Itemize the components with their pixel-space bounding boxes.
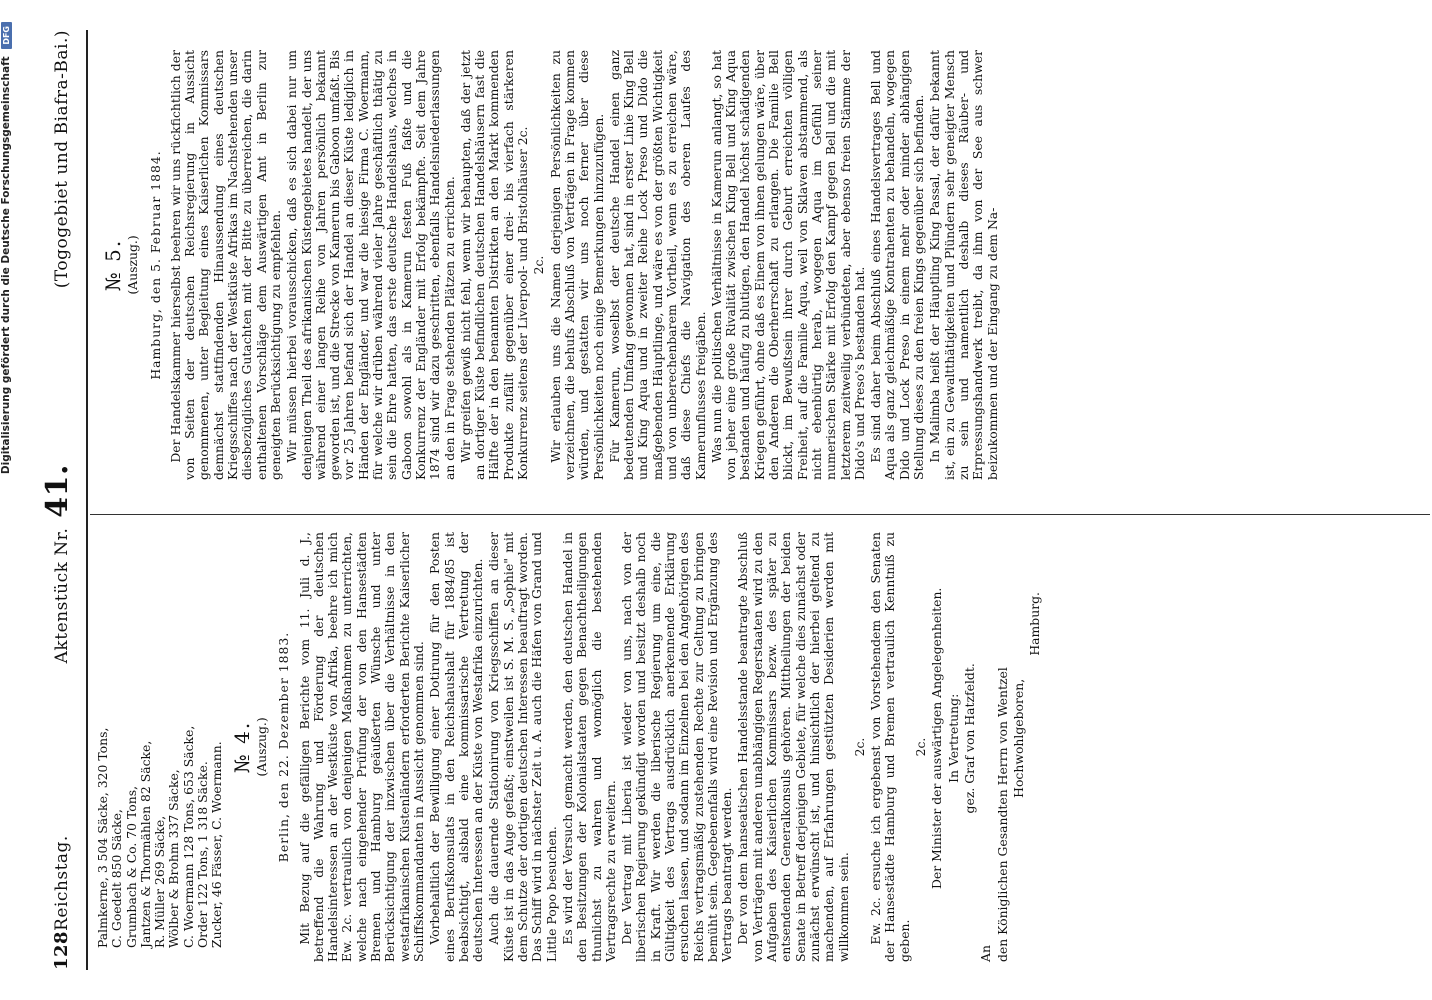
header-center: [40, 288, 75, 835]
list-item: C. Woermann 128 Tons, 653 Säcke,: [180, 725, 196, 948]
auszug-label: (Auszug.): [125, 235, 141, 295]
address-recipient: den Königlichen Gesandten Herrn von Wentzel: [994, 667, 1010, 962]
section-number-4: № 4.: [229, 720, 254, 774]
signature-vertretung: In Vertretung:: [945, 693, 961, 783]
page-header: [40, 30, 80, 970]
signature-name: gez. Graf von Hatzfeldt.: [961, 663, 977, 814]
paragraph: Auch die dauernde Stationirung von Kriegsschiffen an dieser Küste ist in das Auge gefaßt; einstweilen ist S. M. S. „Sophie" mit dem Schutze der dortigen deutschen Interessen beauftragt worden. Das Schiff wird in nächster Zeit u. A. auch die Häfen von Grand und Little Popo besuchen.: [486, 532, 559, 962]
paragraph: Ew. 2c. ersuche ich ergebenst von Vorstehendem den Senaten der Hansestädte Hamburg und Bremen vertraulich Kenntniß zu geben.: [868, 532, 912, 962]
paragraph: Vorbehaltlich der Bewilligung einer Dotirung für den Posten eines Berufskonsulats in den Reichshaushalt für 1884/85 ist beabsichtigt, alsbald eine kommissarische Vertretung der deutschen Interessen an der Küste von Westafrika einzurichten.: [427, 532, 486, 962]
auszug-label: (Auszug.): [253, 717, 269, 777]
cargo-list: [96, 532, 225, 962]
list-item: Zucker, 46 Fässer, C. Woermann.: [209, 741, 225, 948]
paragraph: Es wird der Versuch gemacht werden, den deutschen Handel in den Besitzungen der Kolonialstaaten gegen Benachtheiligungen thunlichst zu wahren und womöglich die bestehenden Vertragsrechte zu erweitern.: [559, 532, 618, 962]
paragraph: Es sind daher beim Abschluß eines Handelsvertrages Bell und Aqua als ganz gleichmäßige Kontrahenten zu behandeln, wogegen Dido und Lock Preso in einem mehr oder minder abhängigen Stellung dieses zu den freien Kings gegenüber sich befinden.: [868, 50, 927, 480]
list-item: Jantzen & Thormählen 82 Säcke,: [137, 740, 153, 948]
list-item: Grumbach & Co. 70 Tons,: [123, 785, 139, 948]
header-actenstueck: Aktenstück Nr.: [52, 527, 72, 664]
etc-mark: 2c.: [913, 737, 929, 757]
address-city: Hamburg.: [1027, 592, 1043, 656]
page-number: 128: [51, 930, 72, 970]
paragraph: Wir müssen hierbei vorausschicken, daß es sich dabei nur um denjenigen Theil des afrikanischen Küstengebietes handelt, der uns während einer langen Reihe von Jahren persönlich bekannt geworden ist, und die Strecke von Kamerun bis Gaboon umfaßt. Bis vor 25 Jahren befand sich der Handel an dieser Küste lediglich in Händen der Engländer, und war die hiesige Firma C. Woermann, für welche wir drüben während vieler Jahre geschäftlich thätig zu sein die Ehre hatten, das erste deutsche Handelshaus, welches in Gaboon sowohl als in Kamerun festen Fuß faßte und die Konkurrenz der Engländer mit Erfolg bekämpfte. Seit dem Jahre 1874 sind wir dazu geschritten, ebenfalls Handelsniederlassungen an den in Frage stehenden Plätzen zu errichten.: [284, 50, 457, 480]
signature-minister: Der Minister der auswärtigen Angelegenheiten.: [929, 587, 945, 890]
header-left-title: Reichstag.: [52, 835, 72, 931]
list-item: R. Müller 269 Säcke,: [152, 815, 168, 948]
paragraph: Für Kamerun, woselbst der deutsche Handel einen ganz bedeutenden Umfang gewonnen hat, sind in erster Linie King Bell und King Aqua und in zweiter Reihe Lock Preso und Dido die maßgebenden Häuptlinge, und wäre es von der größten Wichtigkeit und von unberechenbarem Vortheil, wenn es zu erreichen wäre, daß diese Chiefs die Navigation des oberen Laufes des Kamerunflusses freigäben.: [606, 50, 708, 480]
address-honorific: Hochwohlgeboren,: [1010, 678, 1026, 798]
list-item: Palmkerne, 3 504 Säcke, 320 Tons,: [95, 727, 110, 948]
list-item: Order 122 Tons, 1 318 Säcke.: [195, 761, 211, 948]
etc-mark: 2c.: [531, 255, 547, 275]
dfg-logo: DFG: [1, 22, 12, 49]
left-column: [96, 532, 1044, 962]
paragraph: Was nun die politischen Verhältnisse in Kamerun anlangt, so hat von jeher eine große Rivalität zwischen King Bell und King Aqua bestanden und häufig zu blutigen, den Handel höchst schädigenden Kriegen geführt, ohne daß es Einem von ihnen gelungen wäre, über den Anderen die Oberherrschaft zu erlangen. Die Familie Bell blickt, im Bewußtsein ihrer durch Geburt erreichten völligen Freiheit, auf die Familie Aqua, weil von Sklaven abstammend, als nicht ebenbürtig herab, wogegen Aqua im Gefühl seiner numerischen Stärke mit Erfolg den Kampf gegen Bell und die mit letzterem zeitweilig verbündeten, aber ebenso freien Stämme der Dido's und Preso's bestanden hat.: [708, 50, 867, 480]
column-separator: [90, 514, 1430, 515]
header-rule: [86, 30, 88, 970]
paragraph: Mit Bezug auf die gefälligen Berichte vom 11. Juli d. J., betreffend die Wahrung und Förderung der deutschen Handelsinteressen an der Westküste von Afrika, beehre ich mich Ew. 2c. vertraulich von denjenigen Maßnahmen zu unterrichten, welche nach eingehender Prüfung der von den Hansestädten Bremen und Hamburg geäußerten Wünsche und unter Berücksichtigung der inzwischen über die Verhältnisse in den westafrikanischen Küstenländern erforderten Berichte Kaiserlicher Schiffskommandanten in Aussicht genommen sind.: [296, 532, 426, 962]
address-an: An: [978, 945, 994, 962]
dateline: Hamburg, den 5. Februar 1884.: [147, 150, 163, 380]
paragraph: In Malimba heißt der Häuptling King Passal, der dafür bekannt ist, ein zu Gewaltthätigkeiten und Plündern sehr geneigter Mensch zu sein und namentlich deshalb dieses Räuber- und Erpressungshandwerk treibt, da ihm von der See aus schwer beizukommen und der Eingang zu dem Na-: [927, 50, 1000, 480]
etc-mark: 2c.: [851, 737, 867, 757]
dateline: Berlin, den 22. Dezember 1883.: [276, 631, 292, 863]
list-item: C. Goedelt 850 Säcke,: [109, 809, 125, 948]
paragraph: Der Handelskammer hierselbst beehren wir uns rückfichtlich der von Seiten der deutschen Reichsregierung in Aussicht genommenen, unter Begleitung eines Kaiserlichen Kommissars demnächst stattfindenden Hinaussendung eines deutschen Kriegsschiffes nach der Westküste Afrikas im Nachstehenden unser diesbezügliches Gutachten mit der Bitte zu überreichen, die darin enthaltenen Vorschläge dem Auswärtigen Amt in Berlin zur geneigten Berücksichtigung zu empfehlen.: [167, 50, 283, 480]
paragraph: Der von dem hanseatischen Handelsstande beantragte Abschluß von Verträgen mit anderen unabhängigen Regerstaaten wird zu den Aufgaben des Kaiserlichen Kommissars bezw. des später zu entsendenden Generalkonsuls gehören. Mittheilungen der beiden Senate in Betreff derjenigen Gebiete, für welche dies zunächst oder zunächst erwünscht ist, und hinsichtlich der hierbei geltend zu machenden, auf Erfahrungen gestützten Desiderien werden mit willkommen sein.: [735, 532, 851, 962]
right-column: [96, 50, 1002, 480]
header-right-title: (Togogebiet und Biafra-Bai.): [52, 30, 72, 289]
header-document-number: 41.: [40, 464, 75, 518]
section-number-5: № 5.: [101, 238, 125, 292]
paragraph: Wir erlauben uns die Namen derjenigen Persönlichkeiten zu verzeichnen, die behufs Abschluß von Verträgen in Frage kommen würden, und gestatten wir uns noch ferner über diese Persönlichkeiten noch einige Bemerkungen hinzuzufügen.: [547, 50, 606, 480]
list-item: Wölber & Brohm 337 Säcke,: [166, 769, 182, 948]
paragraph: Wir greifen gewiß nicht fehl, wenn wir behaupten, daß der jetzt an dortiger Küste befindlichen deutschen Handelshäusern fast die Hälfte der in den benannten Distrikten an den Markt kommenden Produkte zufällt gegenüber einer drei- bis vierfach stärkeren Konkurrenz seitens der Liverpool- und Bristolhäuser 2c.: [457, 50, 531, 480]
paragraph: Der Vertrag mit Liberia ist wieder von uns, nach von der liberischen Regierung gekündigt worden und besitzt deshalb noch in Kraft. Wir werden die liberische Regierung um eine, die Gültigkeit des Vertrags ausdrücklich anerkennende Erklärung ersuchen lassen, und sodann im Einzelnen bei den Angehörigen des Reichs vertragsmäßig zustehenden Rechte zur Geltung zu bringen bemüht sein. Gegebenenfalls wird eine Revision und Ergänzung des Vertrags beantragt werden.: [619, 532, 735, 962]
digitization-credit: Digitalisierung gefördert durch die Deutsche Forschungsgemeinschaft DFG: [0, 0, 20, 996]
